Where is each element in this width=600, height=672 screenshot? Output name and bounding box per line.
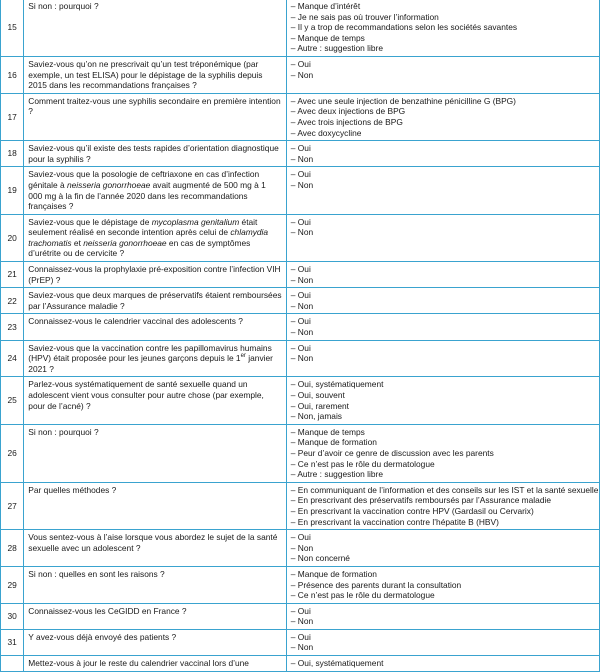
question-text-segment: Si non : pourquoi ? bbox=[28, 426, 99, 437]
question-number: 26 bbox=[1, 424, 24, 482]
question-number: 20 bbox=[1, 214, 24, 261]
answer-option: – Non bbox=[290, 153, 314, 164]
question-text-italic: chlamydia trachomatis bbox=[28, 227, 269, 248]
answer-options bbox=[286, 566, 599, 603]
answer-option: – Oui, souvent bbox=[290, 390, 345, 400]
answer-option: – Non bbox=[290, 616, 314, 627]
table-row bbox=[1, 167, 600, 214]
answer-option: – Oui bbox=[290, 169, 311, 180]
answer-option: – Manque de temps bbox=[290, 426, 365, 437]
question-text bbox=[24, 167, 287, 214]
question-text-italic: neisseria gonorrhoeae bbox=[83, 237, 167, 248]
answer-option: – Oui bbox=[290, 264, 311, 275]
answer-options bbox=[286, 56, 599, 93]
answer-options bbox=[286, 377, 599, 424]
question-text-segment: Saviez-vous que deux marques de préservatifs étaient remboursées par l’Assurance maladie ? bbox=[28, 290, 282, 311]
answer-option: – Manque de formation bbox=[290, 568, 377, 579]
answer-options bbox=[286, 424, 599, 482]
answer-option: – Oui bbox=[290, 342, 311, 353]
question-text bbox=[24, 288, 287, 314]
table-row bbox=[1, 377, 600, 424]
answer-option: – Non bbox=[290, 327, 314, 338]
answer-option: – Oui bbox=[290, 532, 311, 543]
answer-options bbox=[286, 340, 599, 377]
answer-options bbox=[286, 214, 599, 261]
table-row bbox=[1, 56, 600, 93]
question-text bbox=[24, 530, 287, 567]
answer-option: – Présence des parents durant la consultation bbox=[290, 579, 462, 590]
answer-option: – Non bbox=[290, 542, 314, 553]
survey-table-body bbox=[1, 0, 600, 671]
answer-option: – En prescrivant la vaccination contre l’hépatite B (HBV) bbox=[290, 516, 499, 527]
question-number: 18 bbox=[1, 141, 24, 167]
answer-option: – Oui bbox=[290, 58, 311, 69]
answer-option: – Oui bbox=[290, 316, 311, 327]
answer-option: – Oui bbox=[290, 216, 311, 227]
answer-option: – Avec trois injections de BPG bbox=[290, 116, 403, 127]
question-number: 27 bbox=[1, 482, 24, 529]
table-row bbox=[1, 314, 600, 340]
question-text-segment: Mettez-vous à jour le reste du calendrier vaccinal lors d’une bbox=[28, 658, 249, 669]
answer-option: – Non bbox=[290, 300, 314, 311]
question-number: 25 bbox=[1, 377, 24, 424]
answer-option: – Non bbox=[290, 353, 314, 364]
answer-option: – Non bbox=[290, 179, 314, 190]
table-row bbox=[1, 262, 600, 288]
answer-option: – Non concerné bbox=[290, 553, 350, 564]
answer-option: – Il y a trop de recommandations selon les sociétés savantes bbox=[290, 22, 518, 33]
answer-option: – Oui bbox=[290, 290, 311, 301]
table-row bbox=[1, 340, 600, 377]
answer-option: – Avec doxycycline bbox=[290, 127, 362, 138]
question-text bbox=[24, 629, 287, 655]
answer-options bbox=[286, 629, 599, 655]
question-number: 17 bbox=[1, 93, 24, 140]
answer-option: – Oui bbox=[290, 605, 311, 616]
question-text-segment: Connaissez-vous les CeGIDD en France ? bbox=[28, 605, 187, 616]
question-number: 24 bbox=[1, 340, 24, 377]
answer-option: – Autre : suggestion libre bbox=[290, 469, 383, 480]
question-text bbox=[24, 656, 287, 672]
answer-options bbox=[286, 0, 599, 56]
question-text-segment: Saviez-vous que la vaccination contre les papillomavirus humains (HPV) était proposée pour les jeunes garçons depuis le 1 bbox=[28, 342, 272, 364]
question-number: 28 bbox=[1, 530, 24, 567]
answer-option: – Non bbox=[290, 69, 314, 80]
answer-option: – Oui, systématiquement bbox=[290, 658, 384, 669]
answer-option: – En prescrivant la vaccination contre HPV (Gardasil ou Cervarix) bbox=[290, 505, 534, 516]
question-text bbox=[24, 314, 287, 340]
question-text-segment: Si non : quelles en sont les raisons ? bbox=[28, 568, 165, 579]
answer-option: – Oui bbox=[290, 631, 311, 642]
answer-options bbox=[286, 482, 599, 529]
answer-options bbox=[286, 288, 599, 314]
question-text-segment: Connaissez-vous le calendrier vaccinal des adolescents ? bbox=[28, 316, 243, 327]
table-row bbox=[1, 93, 600, 140]
answer-option: – Autre : suggestion libre bbox=[290, 43, 383, 54]
answer-option: – Manque de formation bbox=[290, 437, 377, 448]
question-text-segment: et bbox=[71, 237, 84, 248]
answer-option: – Peur d’avoir ce genre de discussion avec les parents bbox=[290, 447, 494, 458]
question-text bbox=[24, 262, 287, 288]
answer-options bbox=[286, 141, 599, 167]
question-text-segment: Parlez-vous systématiquement de santé sexuelle quand un adolescent vient vous consulter pour autre chose (par exemple, pour de l’acné) ? bbox=[28, 379, 264, 411]
question-text bbox=[24, 424, 287, 482]
question-text-segment: Y avez-vous déjà envoyé des patients ? bbox=[28, 631, 177, 642]
answer-option: – En prescrivant des préservatifs remboursés par l’Assurance maladie bbox=[290, 495, 552, 506]
question-text bbox=[24, 566, 287, 603]
table-row bbox=[1, 629, 600, 655]
answer-option: – Manque d’intérêt bbox=[290, 1, 361, 11]
answer-options bbox=[286, 603, 599, 629]
table-row bbox=[1, 566, 600, 603]
table-row bbox=[1, 424, 600, 482]
question-number: 29 bbox=[1, 566, 24, 603]
table-row bbox=[1, 141, 600, 167]
answer-options bbox=[286, 314, 599, 340]
question-text-segment: Saviez-vous que le dépistage de bbox=[28, 216, 152, 227]
question-text-segment: Saviez-vous qu’il existe des tests rapides d’orientation diagnostique pour la syphilis ? bbox=[28, 143, 279, 164]
question-text-italic: mycoplasma genitalium bbox=[151, 216, 240, 227]
answer-option: – Non, jamais bbox=[290, 411, 342, 422]
table-row bbox=[1, 656, 600, 672]
question-text-segment: Saviez-vous que la posologie de ceftriaxone en cas d’infection génitale à bbox=[28, 169, 260, 190]
answer-option: – Non bbox=[290, 274, 314, 285]
question-number: 30 bbox=[1, 603, 24, 629]
answer-option: – Je ne sais pas où trouver l’information bbox=[290, 11, 439, 22]
table-row bbox=[1, 530, 600, 567]
answer-option: – Manque de temps bbox=[290, 32, 365, 43]
question-number: 22 bbox=[1, 288, 24, 314]
answer-option: – Avec une seule injection de benzathine pénicilline G (BPG) bbox=[290, 95, 516, 106]
answer-options bbox=[286, 167, 599, 214]
question-text-segment: janvier 2021 ? bbox=[28, 353, 273, 374]
table-row bbox=[1, 288, 600, 314]
answer-options bbox=[286, 262, 599, 288]
question-number: 23 bbox=[1, 314, 24, 340]
question-text bbox=[24, 214, 287, 261]
question-text-segment: était seulement réalisé en seconde intention après celui de bbox=[28, 216, 258, 238]
question-number: 19 bbox=[1, 167, 24, 214]
question-text bbox=[24, 482, 287, 529]
answer-option: – Ce n’est pas le rôle du dermatologue bbox=[290, 458, 435, 469]
table-row bbox=[1, 603, 600, 629]
question-text-segment: Si non : pourquoi ? bbox=[28, 1, 99, 11]
table-row bbox=[1, 482, 600, 529]
question-text bbox=[24, 603, 287, 629]
question-text bbox=[24, 340, 287, 377]
question-text-segment: Comment traitez-vous une syphilis secondaire en première intention ? bbox=[28, 95, 281, 117]
answer-option: – Oui, rarement bbox=[290, 400, 349, 411]
question-number: 16 bbox=[1, 56, 24, 93]
question-text-segment: er bbox=[240, 353, 246, 360]
question-text-segment: Vous sentez-vous à l’aise lorsque vous abordez le sujet de la santé sexuelle avec un adolescent ? bbox=[28, 532, 278, 553]
question-text-segment: Connaissez-vous la prophylaxie pré-exposition contre l’infection VIH (PrEP) ? bbox=[28, 264, 281, 285]
question-number: 31 bbox=[1, 629, 24, 655]
question-number bbox=[1, 656, 24, 672]
answer-option: – Non bbox=[290, 227, 314, 238]
answer-option: – Oui, systématiquement bbox=[290, 379, 384, 390]
question-text bbox=[24, 93, 287, 140]
answer-option: – En communiquant de l’information et des conseils sur les IST et la santé sexuelle bbox=[290, 484, 599, 495]
answer-options bbox=[286, 93, 599, 140]
question-text-italic: neisseria gonorrhoeae bbox=[66, 179, 151, 190]
question-number: 21 bbox=[1, 262, 24, 288]
question-text-segment: avait augmenté de 500 mg à 1 000 mg à la fin de l’année 2020 dans les recommandations françaises ? bbox=[28, 179, 266, 212]
question-text bbox=[24, 141, 287, 167]
question-number: 15 bbox=[1, 0, 24, 56]
answer-option: – Ce n’est pas le rôle du dermatologue bbox=[290, 590, 435, 601]
question-text-segment: en cas de symptômes d’urétrite ou de cervicite ? bbox=[28, 237, 251, 259]
answer-option: – Avec deux injections de BPG bbox=[290, 106, 406, 117]
question-text-segment: Par quelles méthodes ? bbox=[28, 484, 117, 495]
answer-options bbox=[286, 530, 599, 567]
table-row bbox=[1, 214, 600, 261]
question-text bbox=[24, 56, 287, 93]
answer-option: – Oui bbox=[290, 143, 311, 154]
question-text-segment: Saviez-vous qu’on ne prescrivait qu’un test tréponémique (par exemple, un test ELISA) pour le dépistage de la syphilis depuis 2015 dans les recommandations françaises ? bbox=[28, 58, 263, 91]
answer-option: – Non bbox=[290, 642, 314, 653]
question-text bbox=[24, 0, 287, 56]
table-row bbox=[1, 0, 600, 56]
question-text bbox=[24, 377, 287, 424]
answer-options bbox=[286, 656, 599, 672]
